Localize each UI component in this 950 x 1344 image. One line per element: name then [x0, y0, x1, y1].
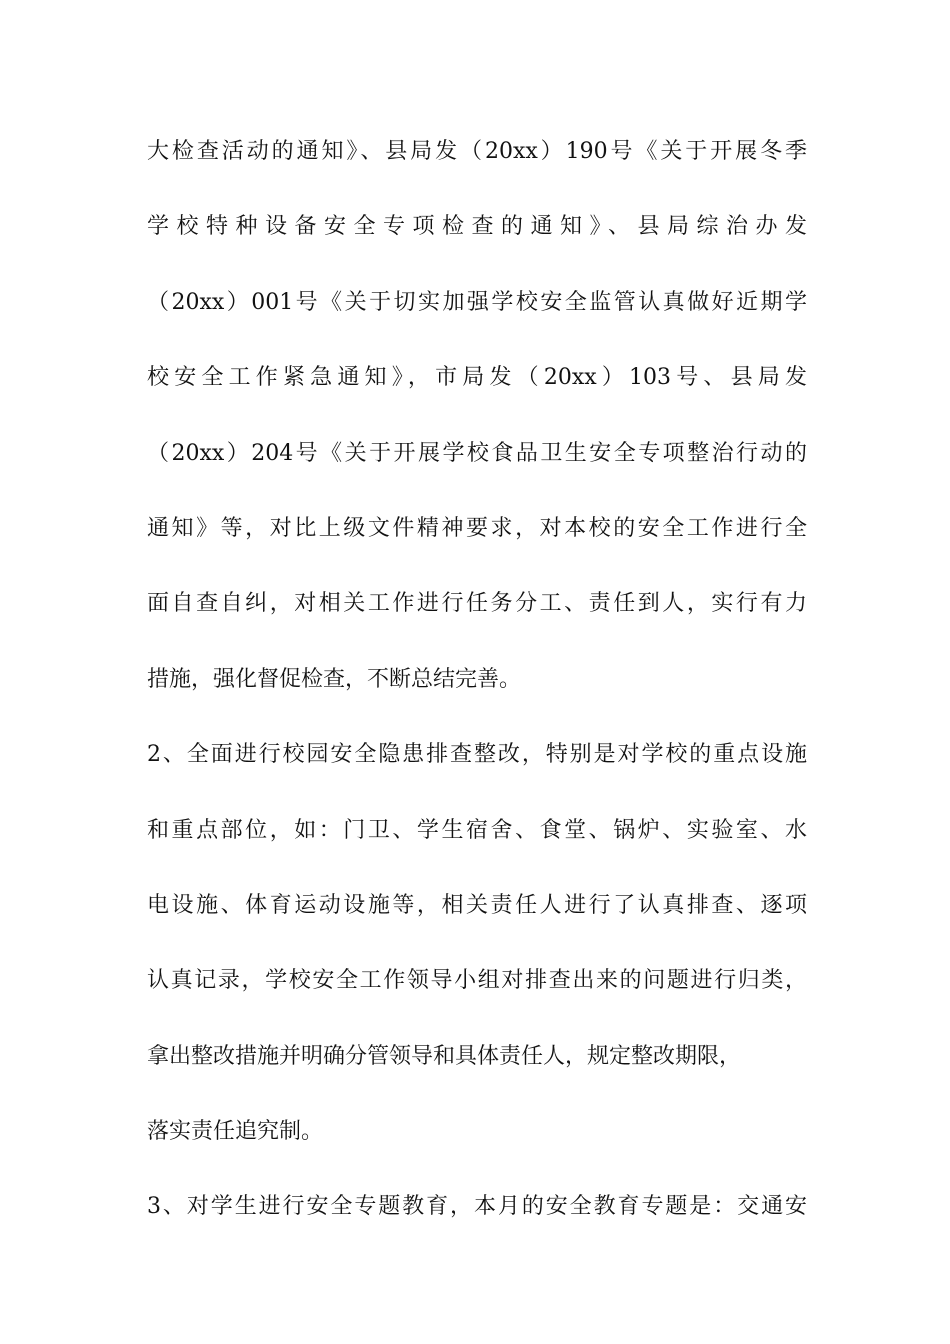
text-line: 和重点部位，如：门卫、学生宿舍、食堂、锅炉、实验室、水	[147, 817, 807, 843]
text-line: 面自查自纠，对相关工作进行任务分工、责任到人，实行有力	[147, 591, 807, 617]
text-line: 学校特种设备安全专项检查的通知》、县局综治办发	[147, 214, 807, 240]
text-line: 通知》等，对比上级文件精神要求，对本校的安全工作进行全	[147, 515, 807, 541]
text-line: 大检查活动的通知》、县局发（20xx）190号《关于开展冬季	[147, 139, 807, 164]
text-line: 认真记录，学校安全工作领导小组对排查出来的问题进行归类，	[147, 968, 807, 994]
text-line: （20xx）204号《关于开展学校食品卫生安全专项整治行动的	[147, 440, 807, 466]
text-line: 拿出整改措施并明确分管领导和具体责任人，规定整改期限，	[147, 1043, 742, 1069]
document-body	[147, 130, 807, 1261]
text-line: （20xx）001号《关于切实加强学校安全监管认真做好近期学	[147, 289, 807, 315]
text-line: 落实责任追究制。	[147, 1119, 324, 1145]
text-line: 措施，强化督促检查，不断总结完善。	[147, 666, 522, 692]
text-line: 2、全面进行校园安全隐患排查整改，特别是对学校的重点设施	[147, 742, 807, 768]
text-line: 电设施、体育运动设施等，相关责任人进行了认真排查、逐项	[147, 892, 807, 918]
text-line: 校安全工作紧急通知》，市局发（20xx）103号、县局发	[147, 365, 807, 391]
text-line: 3、对学生进行安全专题教育，本月的安全教育专题是：交通安	[147, 1194, 807, 1220]
